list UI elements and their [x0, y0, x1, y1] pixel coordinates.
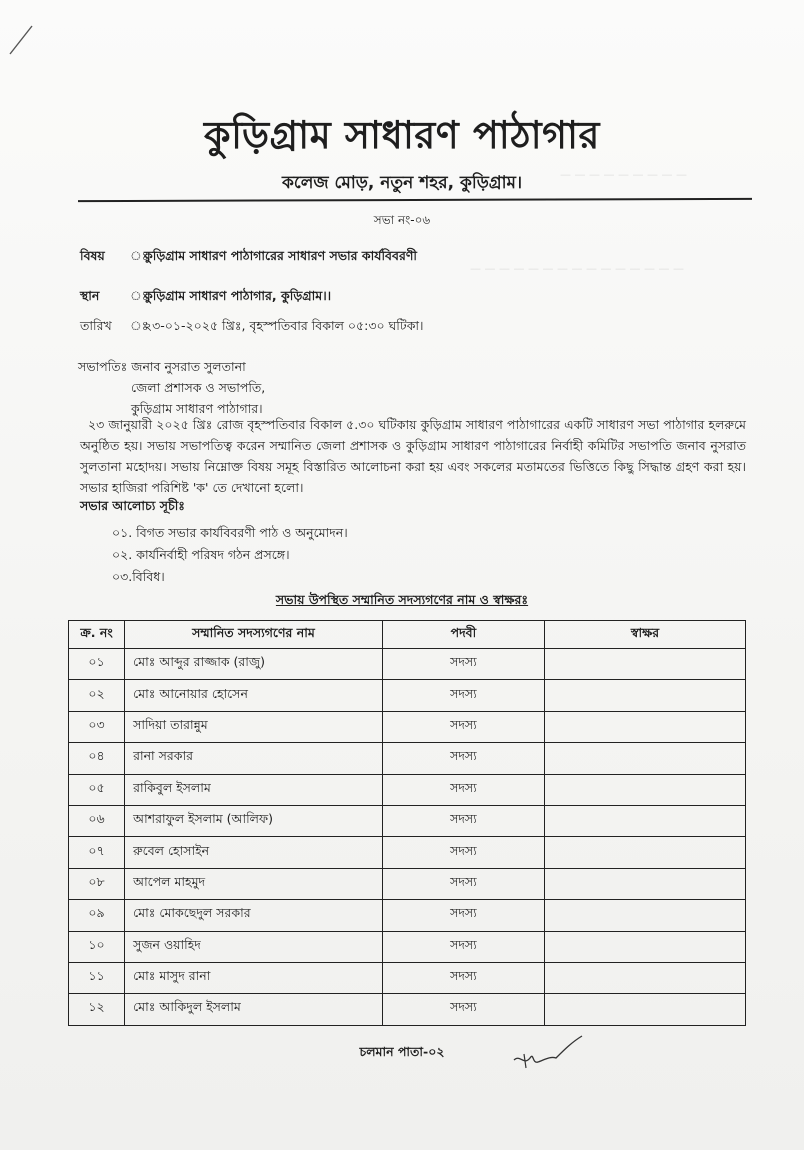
colon: ঃ	[130, 248, 149, 263]
signature-cell	[545, 680, 746, 711]
name-cell: মোঃ মাসুদ রানা	[125, 962, 383, 993]
pen-stroke-mark	[4, 20, 44, 60]
colon: ঃ	[130, 288, 149, 303]
agenda-list	[112, 522, 348, 588]
designation-cell: সদস্য	[382, 994, 544, 1025]
name-cell: রানা সরকার	[125, 743, 383, 774]
designation-cell: সদস্য	[382, 962, 544, 993]
library-title: কুড়িগ্রাম সাধারণ পাঠাগার	[204, 112, 600, 157]
name-cell: মোঃ আব্দুর রাজ্জাক (রাজু)	[125, 649, 383, 680]
subject-label: বিষয়	[80, 248, 105, 263]
designation-cell: সদস্য	[382, 805, 544, 836]
table-row	[69, 743, 746, 774]
place-row	[80, 288, 331, 308]
header-signature: স্বাক্ষর	[545, 621, 746, 649]
name-cell: মোঃ আনোয়ার হোসেন	[125, 680, 383, 711]
signature-cell	[545, 962, 746, 993]
bleed-through-text: — — — — — — — — — — — — — — —	[470, 262, 684, 275]
serial-cell: ১২	[69, 994, 125, 1025]
chair-name: সভাপতিঃ জনাব নুসরাত সুলতানা	[78, 359, 246, 374]
signature-cell	[545, 774, 746, 805]
designation-cell: সদস্য	[382, 868, 544, 899]
header-serial: ক্র. নং	[69, 621, 125, 649]
designation-cell: সদস্য	[382, 680, 544, 711]
designation-cell: সদস্য	[382, 743, 544, 774]
place-label: স্থান	[80, 288, 100, 303]
continuation-note: চলমান পাতা-০২	[359, 1044, 445, 1059]
table-row	[69, 868, 746, 899]
signature-cell	[545, 649, 746, 680]
table-row	[69, 837, 746, 868]
subject-row	[80, 248, 417, 268]
intro-paragraph: ২৩ জানুয়ারী ২০২৫ খ্রিঃ রোজ বৃহস্পতিবার বিকাল ৫.৩০ ঘটিকায় কুড়িগ্রাম সাধারণ পাঠাগারের একটি সাধারণ সভা পাঠাগার হলরুমে অনুষ্ঠিত হয়। সভায় সভাপতিত্ব করেন সম্মানিত জেলা প্রশাসক ও কুড়িগ্রাম সাধারণ পাঠাগারের নির্বাহী কমিটির সভাপতি জনাব নুসরাত সুলতানা মহোদয়। সভায় নিম্নোক্ত বিষয় সমূহ বিস্তারিত আলোচনা করা হয় এবং সকলের মতামতের ভিত্তিতে কিছু সিদ্ধান্ত গ্রহণ করা হয়। সভার হাজিরা পরিশিষ্ট 'ক' তে দেখানো হলো।	[80, 417, 746, 495]
serial-cell: ০১	[69, 649, 125, 680]
signature-cell	[545, 711, 746, 742]
date-row	[80, 318, 424, 338]
table-row	[69, 931, 746, 962]
header-designation: পদবী	[382, 621, 544, 649]
place-value: কুড়িগ্রাম সাধারণ পাঠাগার, কুড়িগ্রাম।।	[144, 288, 332, 303]
designation-cell: সদস্য	[382, 649, 544, 680]
designation-cell: সদস্য	[382, 837, 544, 868]
table-row	[69, 711, 746, 742]
agenda-item: ০২. কার্যনির্বাহী পরিষদ গঠন প্রসঙ্গে।	[112, 547, 290, 562]
serial-cell: ০৬	[69, 805, 125, 836]
signature-cell	[545, 931, 746, 962]
name-cell: আশরাফুল ইসলাম (আলিফ)	[125, 805, 383, 836]
meeting-number: সভা নং-০৬	[373, 213, 431, 227]
table-row	[69, 805, 746, 836]
serial-cell: ১০	[69, 931, 125, 962]
name-cell: রুবেল হোসাইন	[125, 837, 383, 868]
table-row	[69, 774, 746, 805]
designation-cell: সদস্য	[382, 711, 544, 742]
chairperson-block	[78, 356, 265, 419]
serial-cell: ০৩	[69, 711, 125, 742]
table-header-row	[69, 621, 746, 649]
signature-cell	[545, 900, 746, 931]
agenda-item: ০৩.বিবিধ।	[112, 569, 165, 584]
chair-organization: কুড়িগ্রাম সাধারণ পাঠাগার।	[131, 401, 263, 416]
serial-cell: ০৪	[69, 743, 125, 774]
header-divider	[78, 198, 752, 202]
header-name: সম্মানিত সদস্যগণের নাম	[125, 621, 383, 649]
name-cell: রাকিবুল ইসলাম	[125, 774, 383, 805]
handwritten-signature	[510, 1028, 590, 1072]
table-row	[69, 900, 746, 931]
signature-cell	[545, 805, 746, 836]
colon: ঃ	[130, 318, 149, 333]
bleed-through-text: — — — — — — — — —	[560, 168, 687, 181]
table-row	[69, 680, 746, 711]
serial-cell: ০৫	[69, 774, 125, 805]
table-row	[69, 994, 746, 1025]
designation-cell: সদস্য	[382, 774, 544, 805]
agenda-item: ০১. বিগত সভার কার্যবিবরণী পাঠ ও অনুমোদন।	[112, 525, 348, 540]
signature-cell	[545, 837, 746, 868]
name-cell: মোঃ আকিদুল ইসলাম	[125, 994, 383, 1025]
serial-cell: ০৭	[69, 837, 125, 868]
members-table	[68, 620, 746, 1026]
designation-cell: সদস্য	[382, 931, 544, 962]
subject-value: কুড়িগ্রাম সাধারণ পাঠাগারের সাধারণ সভার কার্যবিবরণী	[144, 248, 417, 263]
serial-cell: ১১	[69, 962, 125, 993]
table-row	[69, 649, 746, 680]
members-table-title: সভায় উপস্থিত সম্মানিত সদস্যগণের নাম ও স্বাক্ষরঃ	[275, 592, 529, 607]
chair-title: জেলা প্রশাসক ও সভাপতি,	[131, 380, 266, 395]
name-cell: মোঃ মোকছেদুল সরকার	[125, 900, 383, 931]
date-value: ২৩-০১-২০২৫ খ্রিঃ, বৃহস্পতিবার বিকাল ০৫:৩০ ঘটিকা।	[144, 318, 424, 333]
serial-cell: ০৮	[69, 868, 125, 899]
date-label: তারিখ	[80, 318, 112, 333]
name-cell: আপেল মাহমুদ	[125, 868, 383, 899]
name-cell: সুজন ওয়াহিদ	[125, 931, 383, 962]
table-row	[69, 962, 746, 993]
signature-cell	[545, 994, 746, 1025]
serial-cell: ০৯	[69, 900, 125, 931]
name-cell: সাদিয়া তারান্নুম	[125, 711, 383, 742]
serial-cell: ০২	[69, 680, 125, 711]
signature-cell	[545, 868, 746, 899]
agenda-title: সভার আলোচ্য সূচীঃ	[80, 498, 185, 513]
library-address: কলেজ মোড়, নতুন শহর, কুড়িগ্রাম।	[281, 173, 523, 193]
signature-cell	[545, 743, 746, 774]
designation-cell: সদস্য	[382, 900, 544, 931]
